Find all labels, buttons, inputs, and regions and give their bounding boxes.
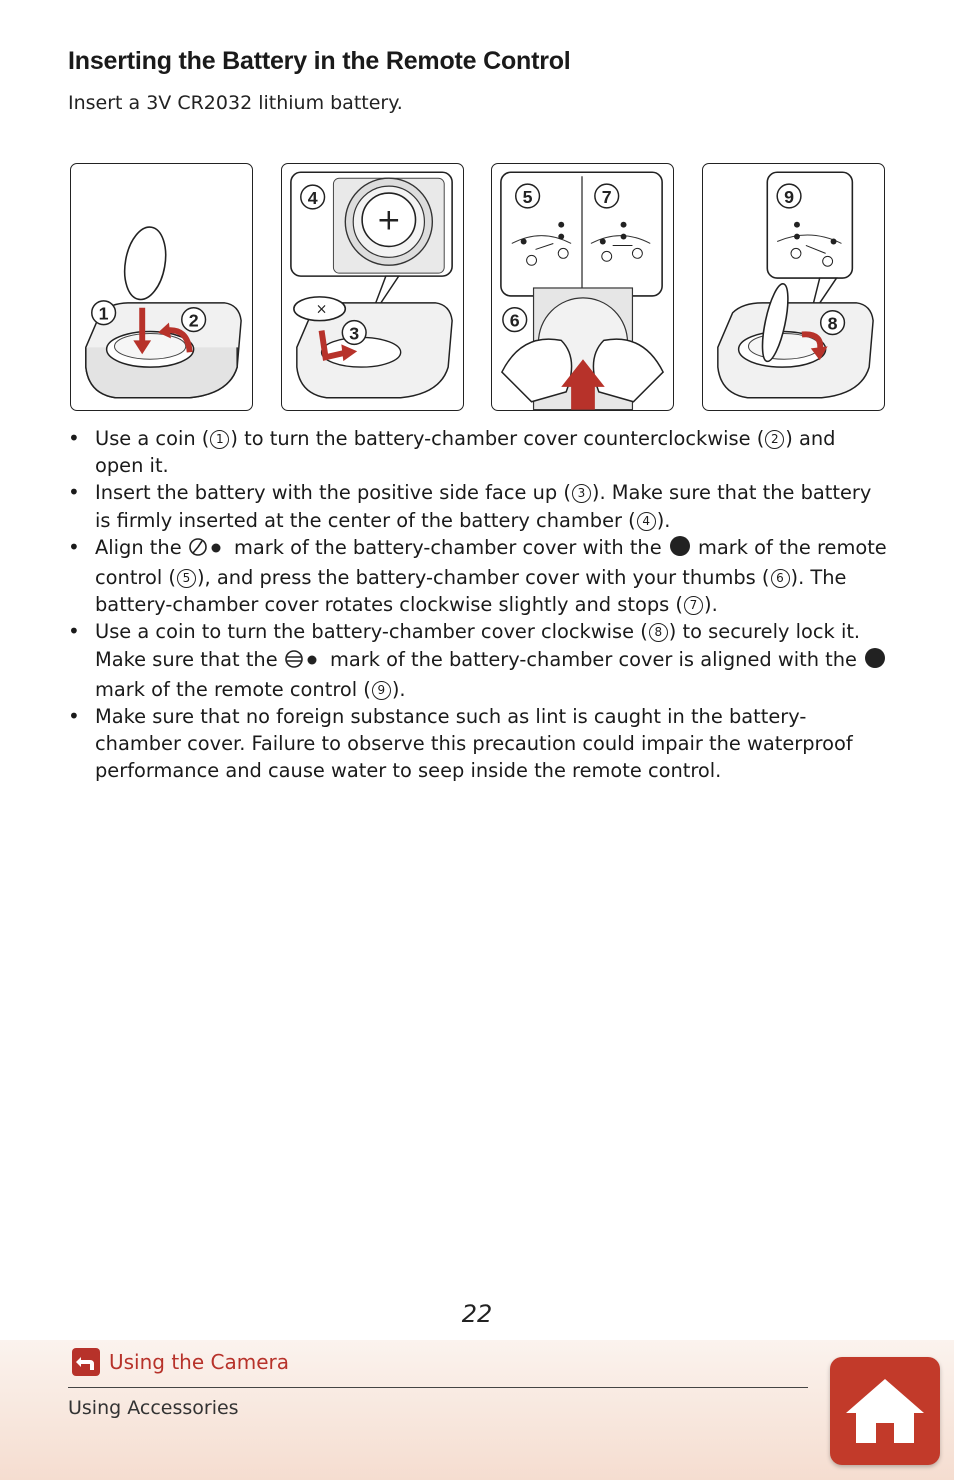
panel-open-cover xyxy=(70,163,253,411)
page-title: Inserting the Battery in the Remote Control xyxy=(68,47,571,75)
svg-text:3: 3 xyxy=(349,323,360,344)
back-arrow-icon xyxy=(72,1348,100,1376)
circled-number: 8 xyxy=(649,623,668,642)
instruction-list xyxy=(68,425,888,785)
circled-number: 4 xyxy=(637,512,656,531)
circled-number: 9 xyxy=(372,681,391,700)
align-press-illustration xyxy=(492,164,673,410)
circled-number: 2 xyxy=(765,430,784,449)
step-marker-1 xyxy=(92,301,116,325)
battery-insertion-illustration xyxy=(70,163,886,413)
circled-number: 7 xyxy=(684,596,703,615)
open-cover-illustration xyxy=(71,164,252,410)
page-number: 22 xyxy=(461,1300,493,1328)
intro-text: Insert a 3V CR2032 lithium battery. xyxy=(68,92,403,114)
step-marker-7 xyxy=(595,184,619,208)
list-item: • Insert the battery with the positive side face up ( 3 ). Make sure that the battery is firmly inserted at the center of the battery chamber ( 4 ). xyxy=(68,479,888,533)
circled-number: 3 xyxy=(572,484,591,503)
step-marker-4 xyxy=(301,185,325,209)
step-marker-5 xyxy=(516,184,540,208)
step-marker-2 xyxy=(182,308,206,332)
panel-lock-cover xyxy=(702,163,885,411)
subsection-label: Using Accessories xyxy=(68,1397,239,1419)
svg-text:6: 6 xyxy=(509,310,520,331)
svg-text:×: × xyxy=(315,301,328,318)
dot-mark-icon xyxy=(668,535,692,564)
step-marker-9 xyxy=(777,184,801,208)
svg-text:9: 9 xyxy=(784,186,795,207)
list-item: • Use a coin ( 1 ) to turn the battery-chamber cover counterclockwise ( 2 ) and open it. xyxy=(68,425,888,479)
panel-align-press xyxy=(491,163,674,411)
step-marker-6 xyxy=(503,308,527,332)
list-item: • Make sure that no foreign substance such as lint is caught in the battery-chamber cover. Failure to observe this precaution could impair the waterproof performance and cause water to seep inside the remote control. xyxy=(68,703,888,785)
home-button[interactable] xyxy=(830,1357,940,1465)
step-marker-3 xyxy=(342,321,366,345)
svg-text:1: 1 xyxy=(98,303,109,324)
unlock-mark-icon xyxy=(188,537,228,564)
svg-text:2: 2 xyxy=(188,310,199,331)
section-link[interactable] xyxy=(72,1348,289,1376)
home-icon xyxy=(842,1375,928,1447)
panel-insert-battery xyxy=(281,163,464,411)
svg-text:7: 7 xyxy=(601,186,612,207)
list-item: • Align the mark of the battery-chamber cover with the mark of the remote control ( 5 ), and press the battery-chamber cover with your thumbs ( 6 ). The battery-chamber cover rotates clockwise slightly and stops ( 7 ). xyxy=(68,534,888,619)
insert-battery-illustration xyxy=(282,164,463,410)
circled-number: 5 xyxy=(177,569,196,588)
svg-text:8: 8 xyxy=(827,313,838,334)
section-label[interactable]: Using the Camera xyxy=(109,1350,290,1374)
svg-text:4: 4 xyxy=(307,187,318,208)
dot-mark-icon xyxy=(863,647,887,676)
svg-text:+: + xyxy=(376,201,402,237)
circled-number: 6 xyxy=(771,569,790,588)
svg-text:5: 5 xyxy=(522,186,533,207)
list-item: • Use a coin to turn the battery-chamber cover clockwise ( 8 ) to securely lock it. Make sure that the mark of the battery-chamber cover is aligned with the mark of the remote control ( 9 ). xyxy=(68,618,888,703)
footer-divider xyxy=(68,1387,808,1388)
circled-number: 1 xyxy=(210,430,229,449)
step-marker-8 xyxy=(821,311,845,335)
lock-cover-illustration xyxy=(703,164,884,410)
lock-mark-icon xyxy=(284,649,324,676)
